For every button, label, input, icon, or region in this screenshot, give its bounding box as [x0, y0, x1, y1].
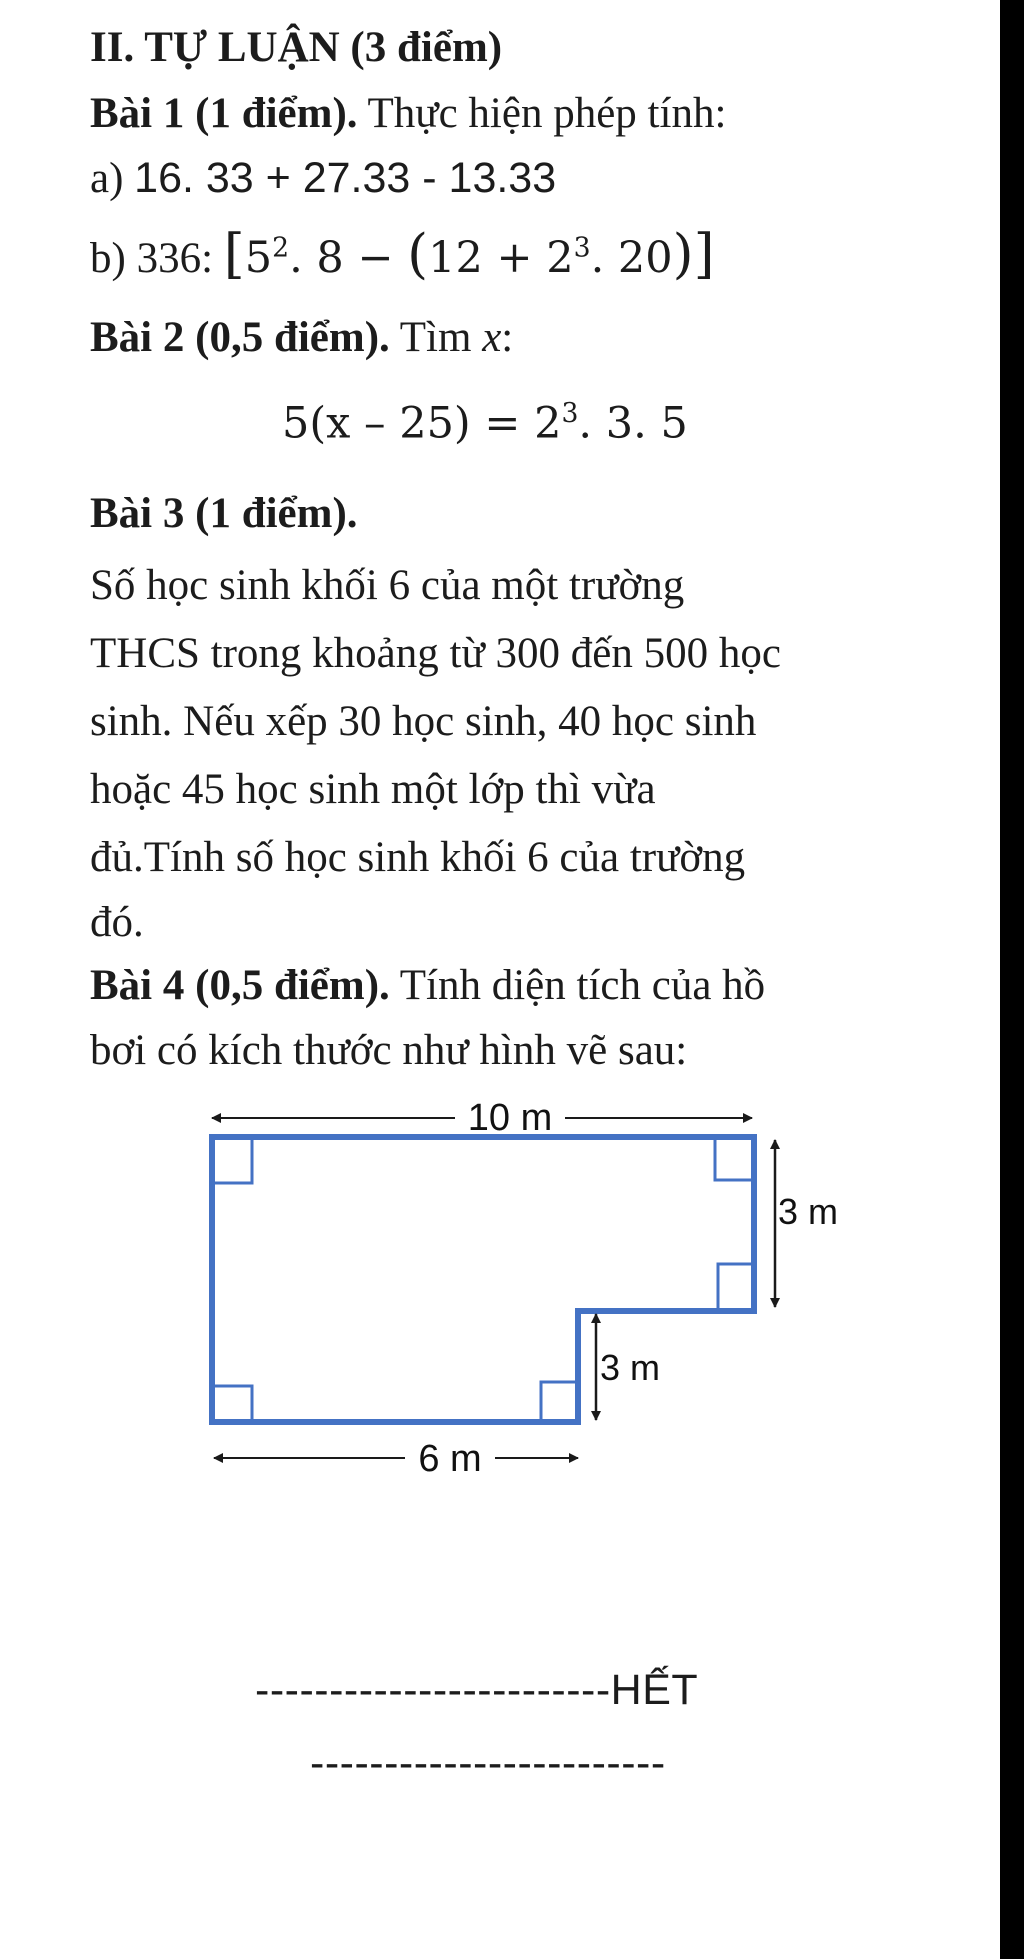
end-line	[255, 1665, 698, 1717]
bai3-line: đủ.Tính số học sinh khối 6 của trường	[90, 834, 746, 881]
right-angle-markers	[215, 1140, 751, 1419]
bai2-label: Bài 2 (0,5 điểm).	[90, 314, 390, 361]
b-mid1: . 8 −	[289, 233, 408, 283]
bai1-a-expression: 16. 33 + 27.33 - 13.33	[134, 154, 557, 202]
bai3-line: đó.	[90, 899, 144, 946]
b-mid2: . 20	[590, 233, 673, 283]
b-base1: 5	[244, 233, 273, 283]
end-line-text: ------------------------HẾT	[255, 1666, 699, 1714]
inner-open-paren: (	[407, 222, 429, 285]
bai2-variable: x	[482, 314, 502, 361]
outer-open-bracket: [	[223, 222, 245, 285]
section-title: II. TỰ LUẬN (3 điểm)	[90, 24, 503, 71]
bai4-label: Bài 4 (0,5 điểm).	[90, 962, 390, 1009]
bai1-label: Bài 1 (1 điểm).	[90, 90, 358, 137]
bai3-line: THCS trong khoảng từ 300 đến 500 học	[90, 630, 781, 677]
eq-right: . 3. 5	[578, 398, 688, 449]
bai1-text: Thực hiện phép tính:	[357, 90, 727, 137]
b-exp1: 2	[272, 232, 290, 264]
b-inner: 12 + 2	[428, 233, 574, 283]
step-dimension-label: 3 m	[600, 1347, 661, 1388]
eq-left: 5(x – 25) = 2	[282, 398, 562, 449]
inner-close-paren: )	[672, 222, 694, 285]
bai4-text: Tính diện tích của hồ	[389, 962, 766, 1009]
right-dimension-label: 3 m	[778, 1191, 839, 1232]
bai3-line: hoặc 45 học sinh một lớp thì vừa	[90, 766, 656, 813]
pool-outline	[212, 1137, 754, 1422]
bai2-text: Tìm	[389, 314, 483, 361]
bai3-label: Bài 3 (1 điểm).	[90, 490, 358, 537]
top-dimension-label: 10 m	[467, 1097, 553, 1139]
bai3-line: Số học sinh khối 6 của một trường	[90, 562, 685, 609]
bottom-dimension-label: 6 m	[418, 1438, 482, 1480]
bai3-line: sinh. Nếu xếp 30 học sinh, 40 học sinh	[90, 698, 757, 745]
b-exp2: 3	[573, 232, 591, 264]
eq-exponent: 3	[561, 398, 579, 429]
bai1-b-prefix: b) 336:	[90, 235, 214, 282]
outer-close-bracket: ]	[693, 222, 715, 285]
footer-dash-line: ------------------------	[310, 1739, 666, 1787]
bai1-a-prefix: a)	[90, 155, 135, 202]
bai4-line2: bơi có kích thước như hình vẽ sau:	[90, 1027, 688, 1074]
bai2-colon: :	[501, 314, 514, 361]
